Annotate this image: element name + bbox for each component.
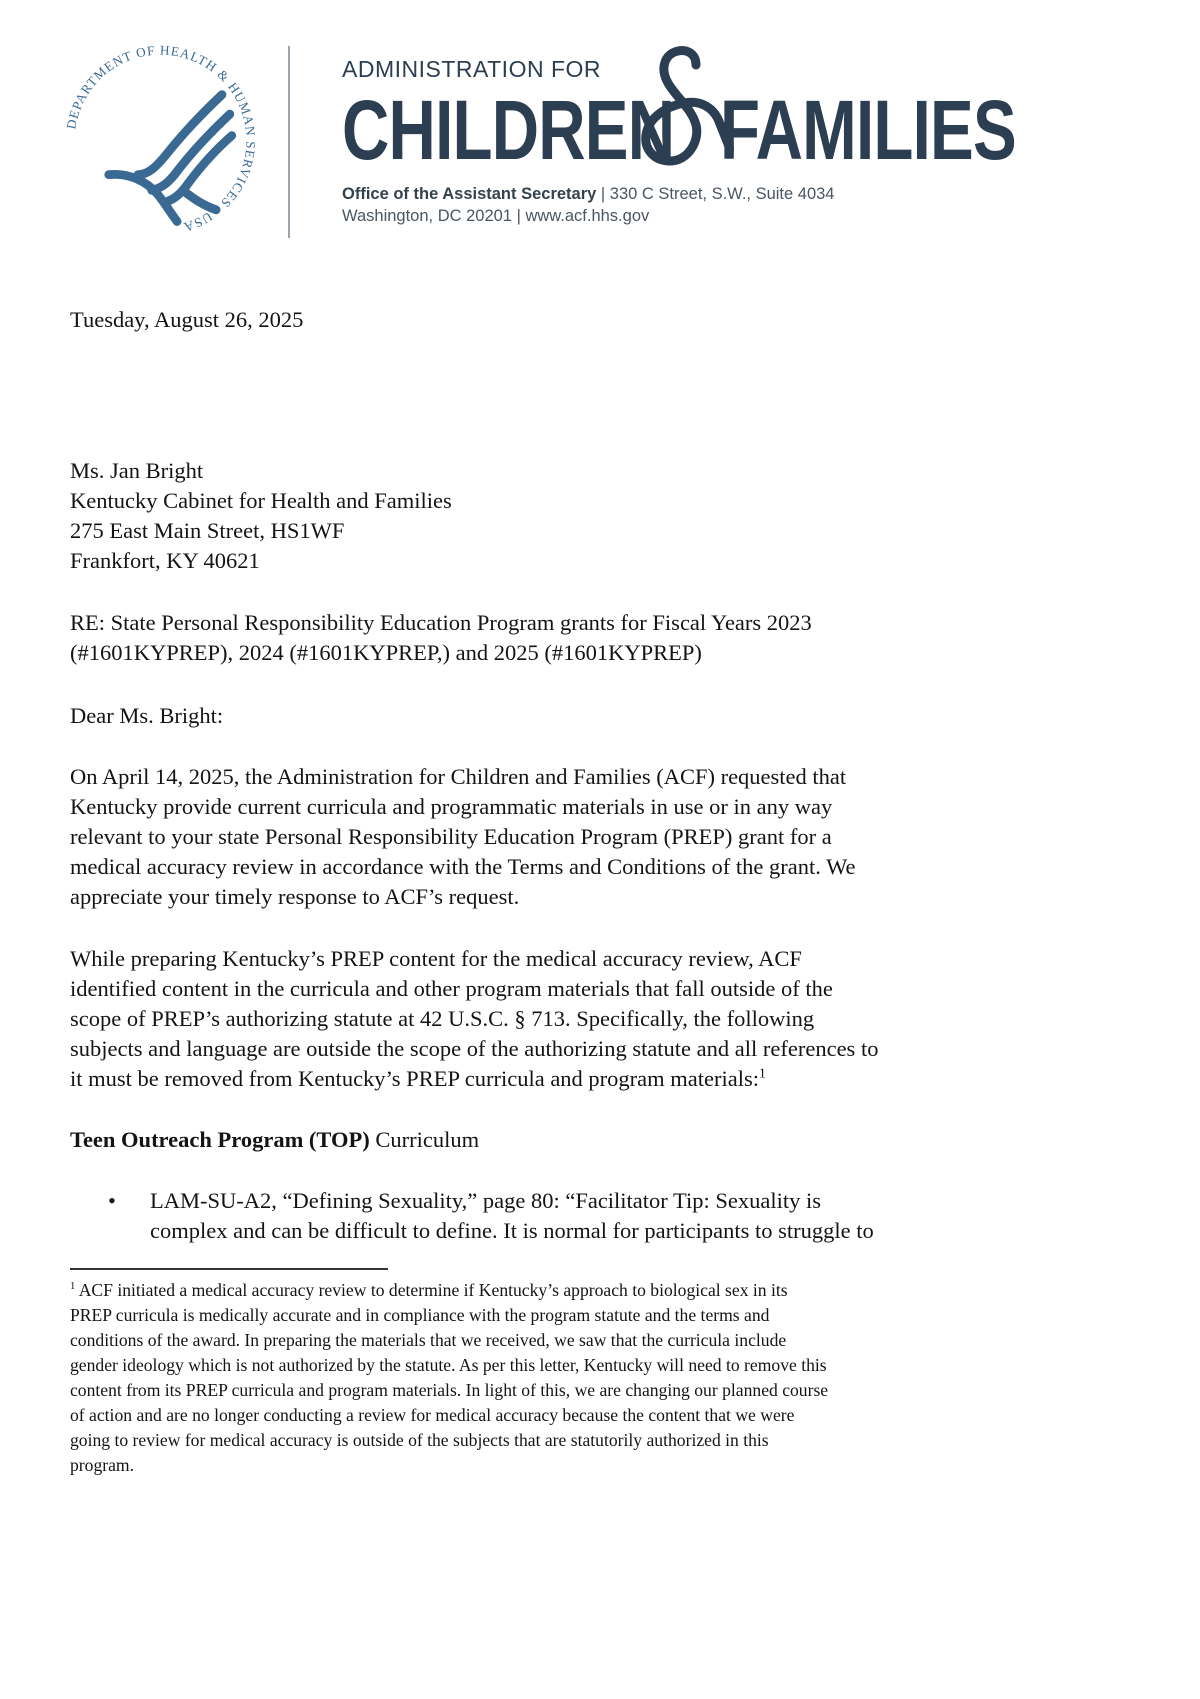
footnote-line: gender ideology which is not authorized by the statute. As per this letter, Kentucky will need to remove this [70, 1355, 827, 1375]
letterhead-divider [288, 46, 290, 238]
office-street: | 330 C Street, S.W., Suite 4034 [596, 185, 835, 203]
footnote-separator [70, 1268, 388, 1270]
footnote-line: content from its PREP curricula and program materials. In light of this, we are changing our planned course [70, 1380, 829, 1400]
footnote-number: 1 [70, 1281, 76, 1293]
paragraph-request [70, 762, 1070, 912]
paragraph-findings [70, 944, 1070, 1094]
paragraph-line: identified content in the curricula and other program materials that fall outside of the [70, 976, 833, 1001]
svg-text:DEPARTMENT OF HEALTH & HUMAN S: DEPARTMENT OF HEALTH & HUMAN SERVICES · USA [63, 42, 259, 236]
recipient-city: Frankfort, KY 40621 [70, 548, 260, 573]
recipient-organization: Kentucky Cabinet for Health and Families [70, 488, 452, 513]
letterhead [58, 38, 1016, 248]
footnote [70, 1278, 1050, 1478]
bullet-icon: • [108, 1188, 116, 1213]
section-heading [70, 1125, 1070, 1155]
agency-word-children: CHILDREN [342, 83, 675, 177]
re-line: RE: State Personal Responsibility Education Program grants for Fiscal Years 2023 [70, 610, 812, 635]
footnote-line: of action and are no longer conducting a review for medical accuracy because the content that we were [70, 1405, 795, 1425]
paragraph-line: Kentucky provide current curricula and programmatic materials in use or in any way [70, 794, 833, 819]
paragraph-line: relevant to your state Personal Responsibility Education Program (PREP) grant for a [70, 824, 832, 849]
hhs-seal-icon [58, 38, 263, 243]
bullet-line: LAM-SU-A2, “Defining Sexuality,” page 80: “Facilitator Tip: Sexuality is [150, 1188, 821, 1213]
paragraph-line: scope of PREP’s authorizing statute at 42 U.S.C. § 713. Specifically, the following [70, 1006, 815, 1031]
paragraph-line: On April 14, 2025, the Administration for Children and Families (ACF) requested that [70, 764, 847, 789]
paragraph-line: appreciate your timely response to ACF’s request. [70, 884, 520, 909]
section-heading-bold: Teen Outreach Program (TOP) [70, 1127, 370, 1152]
office-city-website: Washington, DC 20201 | www.acf.hhs.gov [342, 207, 650, 225]
footnote-line: ACF initiated a medical accuracy review to determine if Kentucky’s approach to biological sex in its [75, 1280, 788, 1300]
recipient-address [70, 456, 1070, 576]
footnote-line: conditions of the award. In preparing the materials that we received, we saw that the curricula include [70, 1330, 787, 1350]
ampersand-icon [634, 45, 734, 180]
footnote-line: program. [70, 1455, 135, 1475]
footnote-line: PREP curricula is medically accurate and in compliance with the program statute and the terms and [70, 1305, 770, 1325]
agency-prefix: ADMINISTRATION FOR [342, 56, 602, 82]
re-subject [70, 608, 1070, 668]
paragraph-line: it must be removed from Kentucky’s PREP curricula and program materials: [70, 1066, 759, 1091]
recipient-street: 275 East Main Street, HS1WF [70, 518, 345, 543]
letter-date: Tuesday, August 26, 2025 [70, 307, 304, 332]
office-name: Office of the Assistant Secretary [342, 185, 597, 203]
footnote-line: going to review for medical accuracy is outside of the subjects that are statutorily authorized in this [70, 1430, 769, 1450]
acf-wordmark [342, 56, 1016, 227]
paragraph-line: medical accuracy review in accordance with the Terms and Conditions of the grant. We [70, 854, 856, 879]
paragraph-line: While preparing Kentucky’s PREP content for the medical accuracy review, ACF [70, 946, 802, 971]
agency-word-families: FAMILIES [720, 83, 1016, 177]
paragraph-line: subjects and language are outside the scope of the authorizing statute and all references to [70, 1036, 879, 1061]
footnote-reference[interactable]: 1 [759, 1065, 766, 1081]
re-line: (#1601KYPREP), 2024 (#1601KYPREP,) and 2025 (#1601KYPREP) [70, 640, 702, 665]
section-heading-rest: Curriculum [369, 1127, 480, 1152]
office-address [342, 183, 834, 227]
bullet-line: complex and can be difficult to define. It is normal for participants to struggle to [150, 1218, 874, 1243]
salutation: Dear Ms. Bright: [70, 703, 224, 728]
recipient-name: Ms. Jan Bright [70, 458, 204, 483]
